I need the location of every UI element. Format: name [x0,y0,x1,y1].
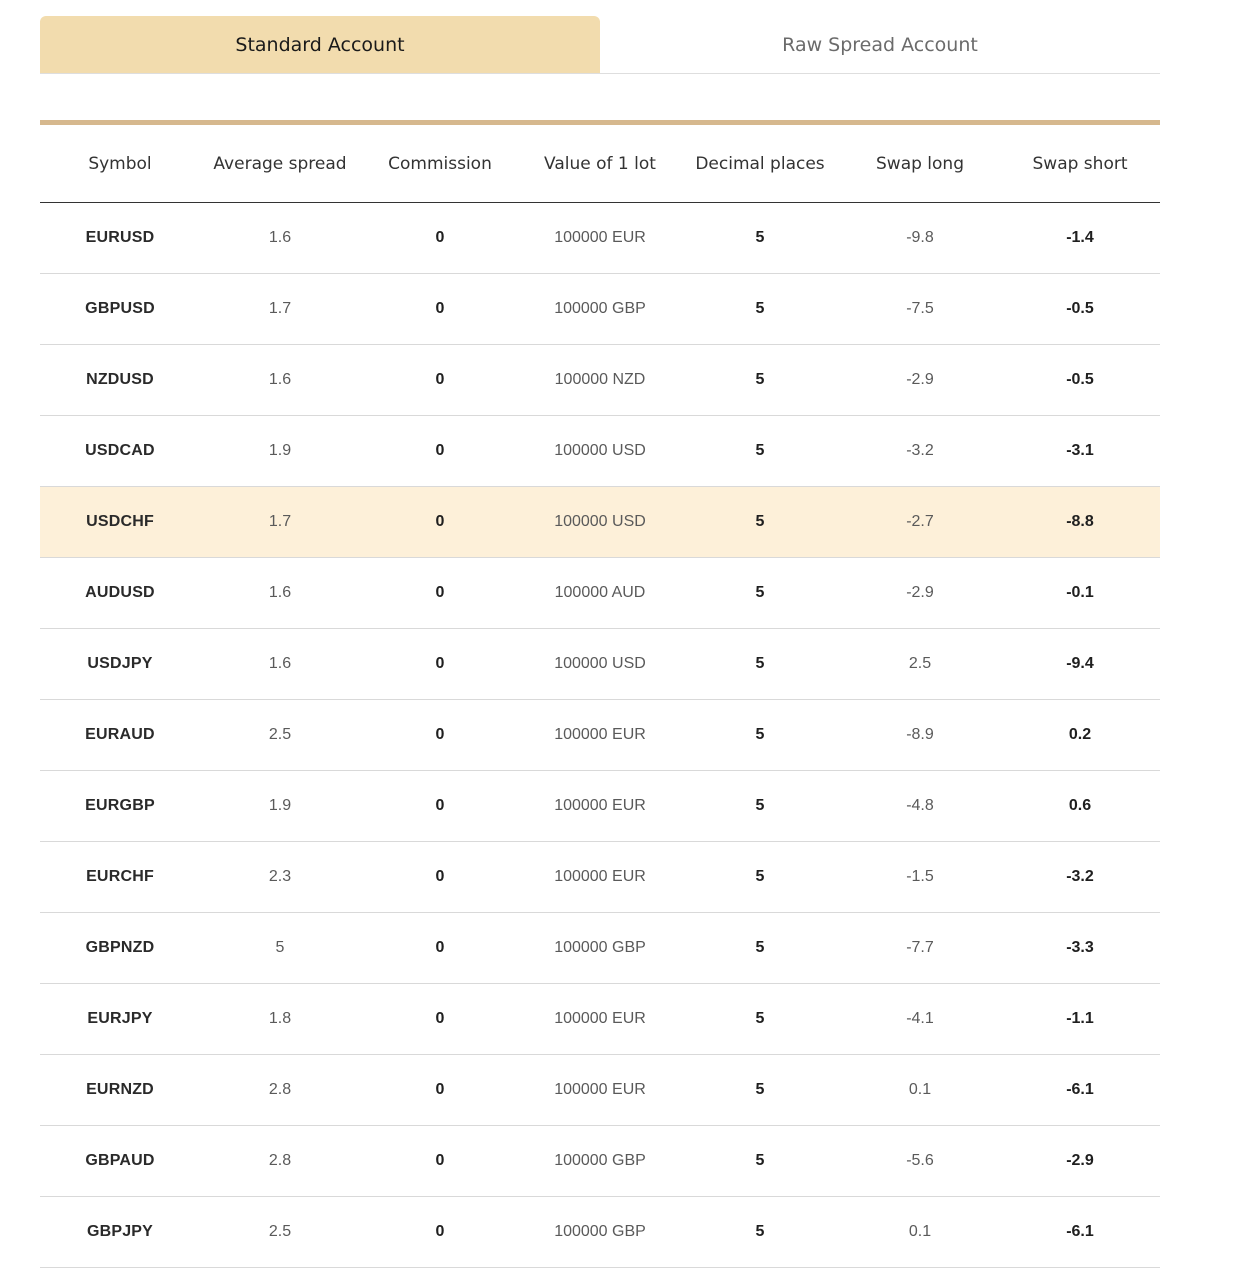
tab-standard-account[interactable]: Standard Account [40,16,600,73]
table-row [40,487,1160,558]
swap-short-cell: -9.4 [1000,629,1160,700]
value-of-1-lot-cell: 100000 EUR [520,700,680,771]
decimal-places-cell: 5 [680,842,840,913]
value-of-1-lot-cell: 100000 EUR [520,984,680,1055]
symbol-cell: GBPUSD [40,274,200,345]
average-spread-cell: 1.7 [200,274,360,345]
symbol-cell: EURJPY [40,984,200,1055]
symbol-cell: AUDUSD [40,558,200,629]
table-row [40,771,1160,842]
swap-short-cell: 0.6 [1000,771,1160,842]
swap-short-cell: -6.1 [1000,1197,1160,1268]
swap-long-cell: -3.2 [840,416,1000,487]
table-row [40,345,1160,416]
swap-short-cell: -1.1 [1000,984,1160,1055]
swap-short-cell: 0.2 [1000,700,1160,771]
commission-cell: 0 [360,842,520,913]
symbol-cell: EURAUD [40,700,200,771]
swap-long-cell: -4.8 [840,771,1000,842]
decimal-places-cell: 5 [680,629,840,700]
decimal-places-cell: 5 [680,700,840,771]
average-spread-cell: 5 [200,913,360,984]
decimal-places-cell: 5 [680,487,840,558]
header-symbol: Symbol [40,125,200,203]
commission-cell: 0 [360,771,520,842]
value-of-1-lot-cell: 100000 GBP [520,1197,680,1268]
value-of-1-lot-cell: 100000 NZD [520,345,680,416]
value-of-1-lot-cell: 100000 GBP [520,1126,680,1197]
average-spread-cell: 1.6 [200,558,360,629]
header-decimal-places: Decimal places [680,125,840,203]
decimal-places-cell: 5 [680,913,840,984]
header-swap-long: Swap long [840,125,1000,203]
swap-long-cell: -7.7 [840,913,1000,984]
value-of-1-lot-cell: 100000 EUR [520,1055,680,1126]
swap-long-cell: 0.1 [840,1197,1000,1268]
swap-long-cell: -1.5 [840,842,1000,913]
average-spread-cell: 1.9 [200,771,360,842]
table-header-row [40,125,1160,203]
swap-short-cell: -0.5 [1000,274,1160,345]
commission-cell: 0 [360,1126,520,1197]
tab-raw-spread-account[interactable]: Raw Spread Account [782,33,978,56]
commission-cell: 0 [360,416,520,487]
swap-long-cell: -9.8 [840,203,1000,274]
symbol-cell: EURNZD [40,1055,200,1126]
commission-cell: 0 [360,1055,520,1126]
swap-short-cell: -3.1 [1000,416,1160,487]
swap-short-cell: -2.9 [1000,1126,1160,1197]
swap-short-cell: -3.2 [1000,842,1160,913]
symbol-cell: GBPNZD [40,913,200,984]
symbol-cell: EURGBP [40,771,200,842]
commission-cell: 0 [360,1197,520,1268]
average-spread-cell: 2.5 [200,1197,360,1268]
commission-cell: 0 [360,345,520,416]
value-of-1-lot-cell: 100000 GBP [520,913,680,984]
commission-cell: 0 [360,487,520,558]
decimal-places-cell: 5 [680,1197,840,1268]
symbol-cell: USDJPY [40,629,200,700]
symbol-cell: GBPJPY [40,1197,200,1268]
spreads-table-container [40,120,1160,1268]
swap-short-cell: -1.4 [1000,203,1160,274]
value-of-1-lot-cell: 100000 AUD [520,558,680,629]
swap-long-cell: -2.7 [840,487,1000,558]
swap-long-cell: -2.9 [840,558,1000,629]
swap-short-cell: -6.1 [1000,1055,1160,1126]
value-of-1-lot-cell: 100000 USD [520,416,680,487]
average-spread-cell: 2.8 [200,1055,360,1126]
swap-long-cell: -4.1 [840,984,1000,1055]
commission-cell: 0 [360,274,520,345]
average-spread-cell: 1.6 [200,203,360,274]
table-row [40,629,1160,700]
spreads-table [40,125,1160,1268]
value-of-1-lot-cell: 100000 EUR [520,842,680,913]
swap-short-cell: -0.5 [1000,345,1160,416]
average-spread-cell: 1.6 [200,345,360,416]
swap-short-cell: -0.1 [1000,558,1160,629]
average-spread-cell: 1.8 [200,984,360,1055]
header-commission: Commission [360,125,520,203]
value-of-1-lot-cell: 100000 EUR [520,771,680,842]
average-spread-cell: 2.8 [200,1126,360,1197]
swap-short-cell: -3.3 [1000,913,1160,984]
decimal-places-cell: 5 [680,1055,840,1126]
symbol-cell: EURUSD [40,203,200,274]
table-row [40,416,1160,487]
commission-cell: 0 [360,629,520,700]
decimal-places-cell: 5 [680,345,840,416]
commission-cell: 0 [360,984,520,1055]
header-swap-short: Swap short [1000,125,1160,203]
value-of-1-lot-cell: 100000 USD [520,629,680,700]
value-of-1-lot-cell: 100000 GBP [520,274,680,345]
account-tabs [40,16,1160,74]
table-row [40,1197,1160,1268]
symbol-cell: NZDUSD [40,345,200,416]
decimal-places-cell: 5 [680,274,840,345]
table-row [40,203,1160,274]
header-value-of-1-lot: Value of 1 lot [520,125,680,203]
table-row [40,913,1160,984]
table-body [40,203,1160,1268]
swap-long-cell: 2.5 [840,629,1000,700]
table-row [40,274,1160,345]
value-of-1-lot-cell: 100000 EUR [520,203,680,274]
header-average-spread: Average spread [200,125,360,203]
swap-short-cell: -8.8 [1000,487,1160,558]
commission-cell: 0 [360,700,520,771]
average-spread-cell: 2.5 [200,700,360,771]
average-spread-cell: 1.6 [200,629,360,700]
decimal-places-cell: 5 [680,771,840,842]
decimal-places-cell: 5 [680,1126,840,1197]
swap-long-cell: 0.1 [840,1055,1000,1126]
swap-long-cell: -5.6 [840,1126,1000,1197]
decimal-places-cell: 5 [680,558,840,629]
average-spread-cell: 2.3 [200,842,360,913]
symbol-cell: EURCHF [40,842,200,913]
commission-cell: 0 [360,558,520,629]
decimal-places-cell: 5 [680,984,840,1055]
commission-cell: 0 [360,203,520,274]
table-row [40,1055,1160,1126]
decimal-places-cell: 5 [680,203,840,274]
symbol-cell: USDCAD [40,416,200,487]
table-row [40,842,1160,913]
symbol-cell: USDCHF [40,487,200,558]
swap-long-cell: -2.9 [840,345,1000,416]
table-row [40,558,1160,629]
swap-long-cell: -7.5 [840,274,1000,345]
swap-long-cell: -8.9 [840,700,1000,771]
commission-cell: 0 [360,913,520,984]
average-spread-cell: 1.7 [200,487,360,558]
decimal-places-cell: 5 [680,416,840,487]
value-of-1-lot-cell: 100000 USD [520,487,680,558]
table-row [40,1126,1160,1197]
table-row [40,984,1160,1055]
table-row [40,700,1160,771]
average-spread-cell: 1.9 [200,416,360,487]
symbol-cell: GBPAUD [40,1126,200,1197]
